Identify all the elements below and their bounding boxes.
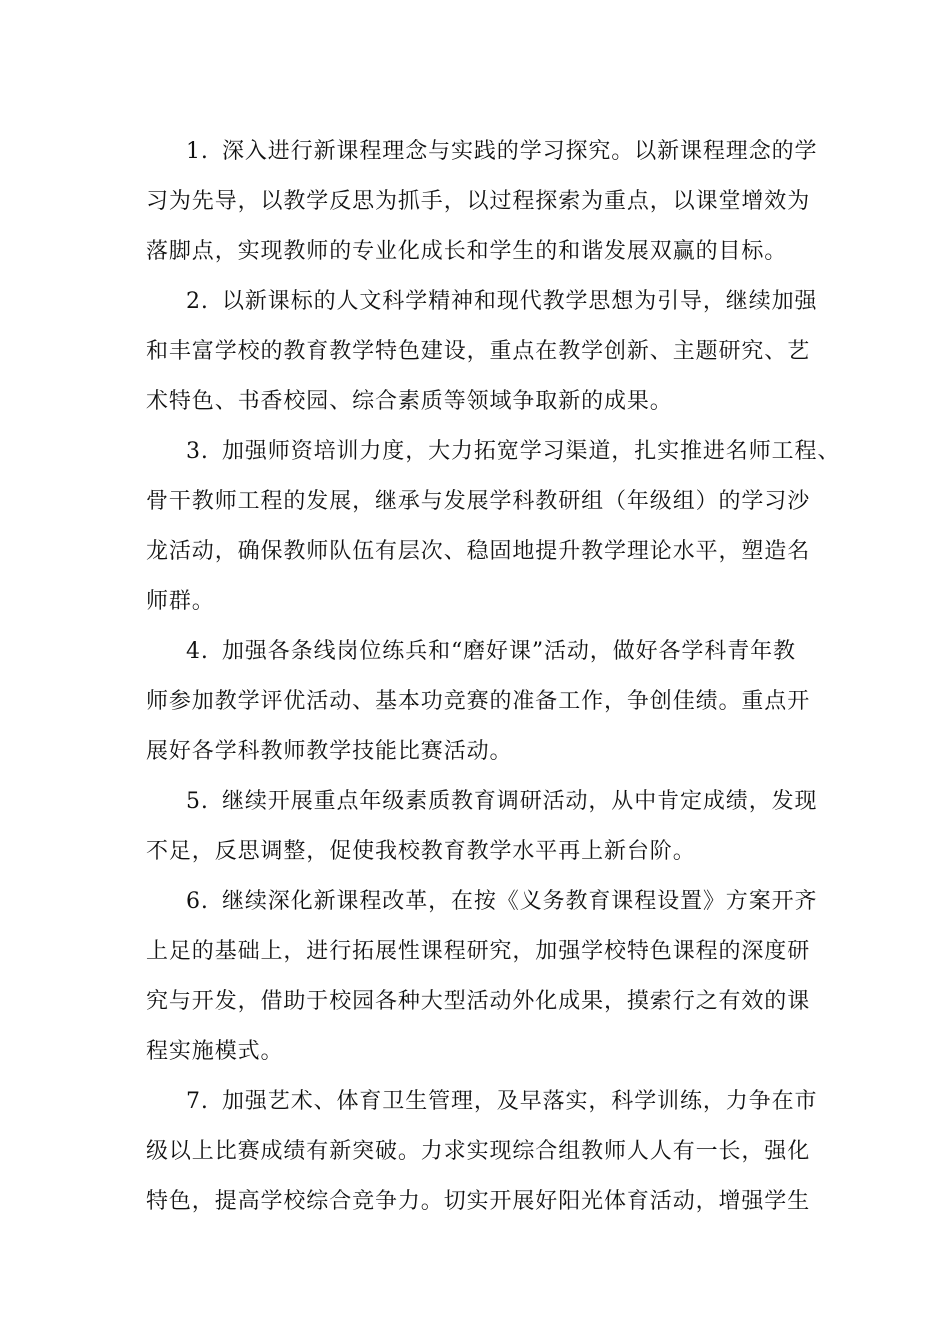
paragraph-text: 骨干教师工程的发展，继承与发展学科教研组（年级组）的学习沙 (146, 489, 811, 514)
paragraph-line (0, 677, 950, 727)
paragraph-line (0, 727, 950, 777)
paragraph-line (0, 177, 950, 227)
paragraph-line (0, 827, 950, 877)
paragraph-line (0, 477, 950, 527)
paragraph-text: 加强艺术、体育卫生管理，及早落实，科学训练，力争在市 (222, 1089, 818, 1114)
paragraph-number: 3. (186, 439, 209, 464)
paragraph-line (0, 877, 950, 927)
paragraph-line (0, 777, 950, 827)
paragraph-line (0, 127, 950, 177)
paragraph-text: 龙活动，确保教师队伍有层次、稳固地提升教学理论水平，塑造名 (146, 539, 811, 564)
paragraph-text: 究与开发，借助于校园各种大型活动外化成果，摸索行之有效的课 (146, 989, 811, 1014)
paragraph-text: 继续开展重点年级素质教育调研活动，从中肯定成绩，发现 (222, 789, 818, 814)
paragraph-text: 术特色、书香校园、综合素质等领域争取新的成果。 (146, 389, 673, 414)
paragraph-line (0, 527, 950, 577)
paragraph-text: 上足的基础上，进行拓展性课程研究，加强学校特色课程的深度研 (146, 939, 811, 964)
paragraph-text: 习为先导，以教学反思为抓手，以过程探索为重点，以课堂增效为 (146, 189, 811, 214)
paragraph-line (0, 627, 950, 677)
paragraph-line (0, 377, 950, 427)
paragraph-text: 程实施模式。 (146, 1039, 284, 1064)
paragraph-text: 和丰富学校的教育教学特色建设，重点在教学创新、主题研究、艺 (146, 339, 811, 364)
paragraph-line (0, 1177, 950, 1227)
paragraph-text: 深入进行新课程理念与实践的学习探究。以新课程理念的学 (222, 139, 818, 164)
paragraph-line (0, 977, 950, 1027)
paragraph-number: 5. (186, 789, 209, 814)
paragraph-line (0, 277, 950, 327)
paragraph-number: 2. (186, 289, 209, 314)
paragraph-text: 师群。 (146, 589, 215, 614)
paragraph-text: 以新课标的人文科学精神和现代教学思想为引导，继续加强 (222, 289, 818, 314)
paragraph-line (0, 427, 950, 477)
paragraph-line (0, 327, 950, 377)
paragraph-text: 继续深化新课程改革，在按《义务教育课程设置》方案开齐 (222, 889, 818, 914)
paragraph-line (0, 227, 950, 277)
paragraph-line (0, 1077, 950, 1127)
paragraph-number: 4. (186, 639, 209, 664)
paragraph-number: 1. (186, 139, 209, 164)
paragraph-text: 展好各学科教师教学技能比赛活动。 (146, 739, 513, 764)
paragraph-text: 不足，反思调整，促使我校教育教学水平再上新台阶。 (146, 839, 696, 864)
paragraph-text: 级以上比赛成绩有新突破。力求实现综合组教师人人有一长，强化 (146, 1139, 811, 1164)
paragraph-text: 加强师资培训力度，大力拓宽学习渠道，扎实推进名师工程、 (222, 439, 841, 464)
paragraph-text: 加强各条线岗位练兵和“磨好课”活动，做好各学科青年教 (222, 639, 796, 664)
paragraph-line (0, 1027, 950, 1077)
paragraph-line (0, 927, 950, 977)
paragraph-number: 6. (186, 889, 209, 914)
paragraph-text: 落脚点，实现教师的专业化成长和学生的和谐发展双赢的目标。 (146, 239, 788, 264)
paragraph-line (0, 577, 950, 627)
paragraph-text: 师参加教学评优活动、基本功竞赛的准备工作，争创佳绩。重点开 (146, 689, 811, 714)
paragraph-text: 特色，提高学校综合竞争力。切实开展好阳光体育活动，增强学生 (146, 1189, 811, 1214)
paragraph-number: 7. (186, 1089, 209, 1114)
paragraph-line (0, 1127, 950, 1177)
